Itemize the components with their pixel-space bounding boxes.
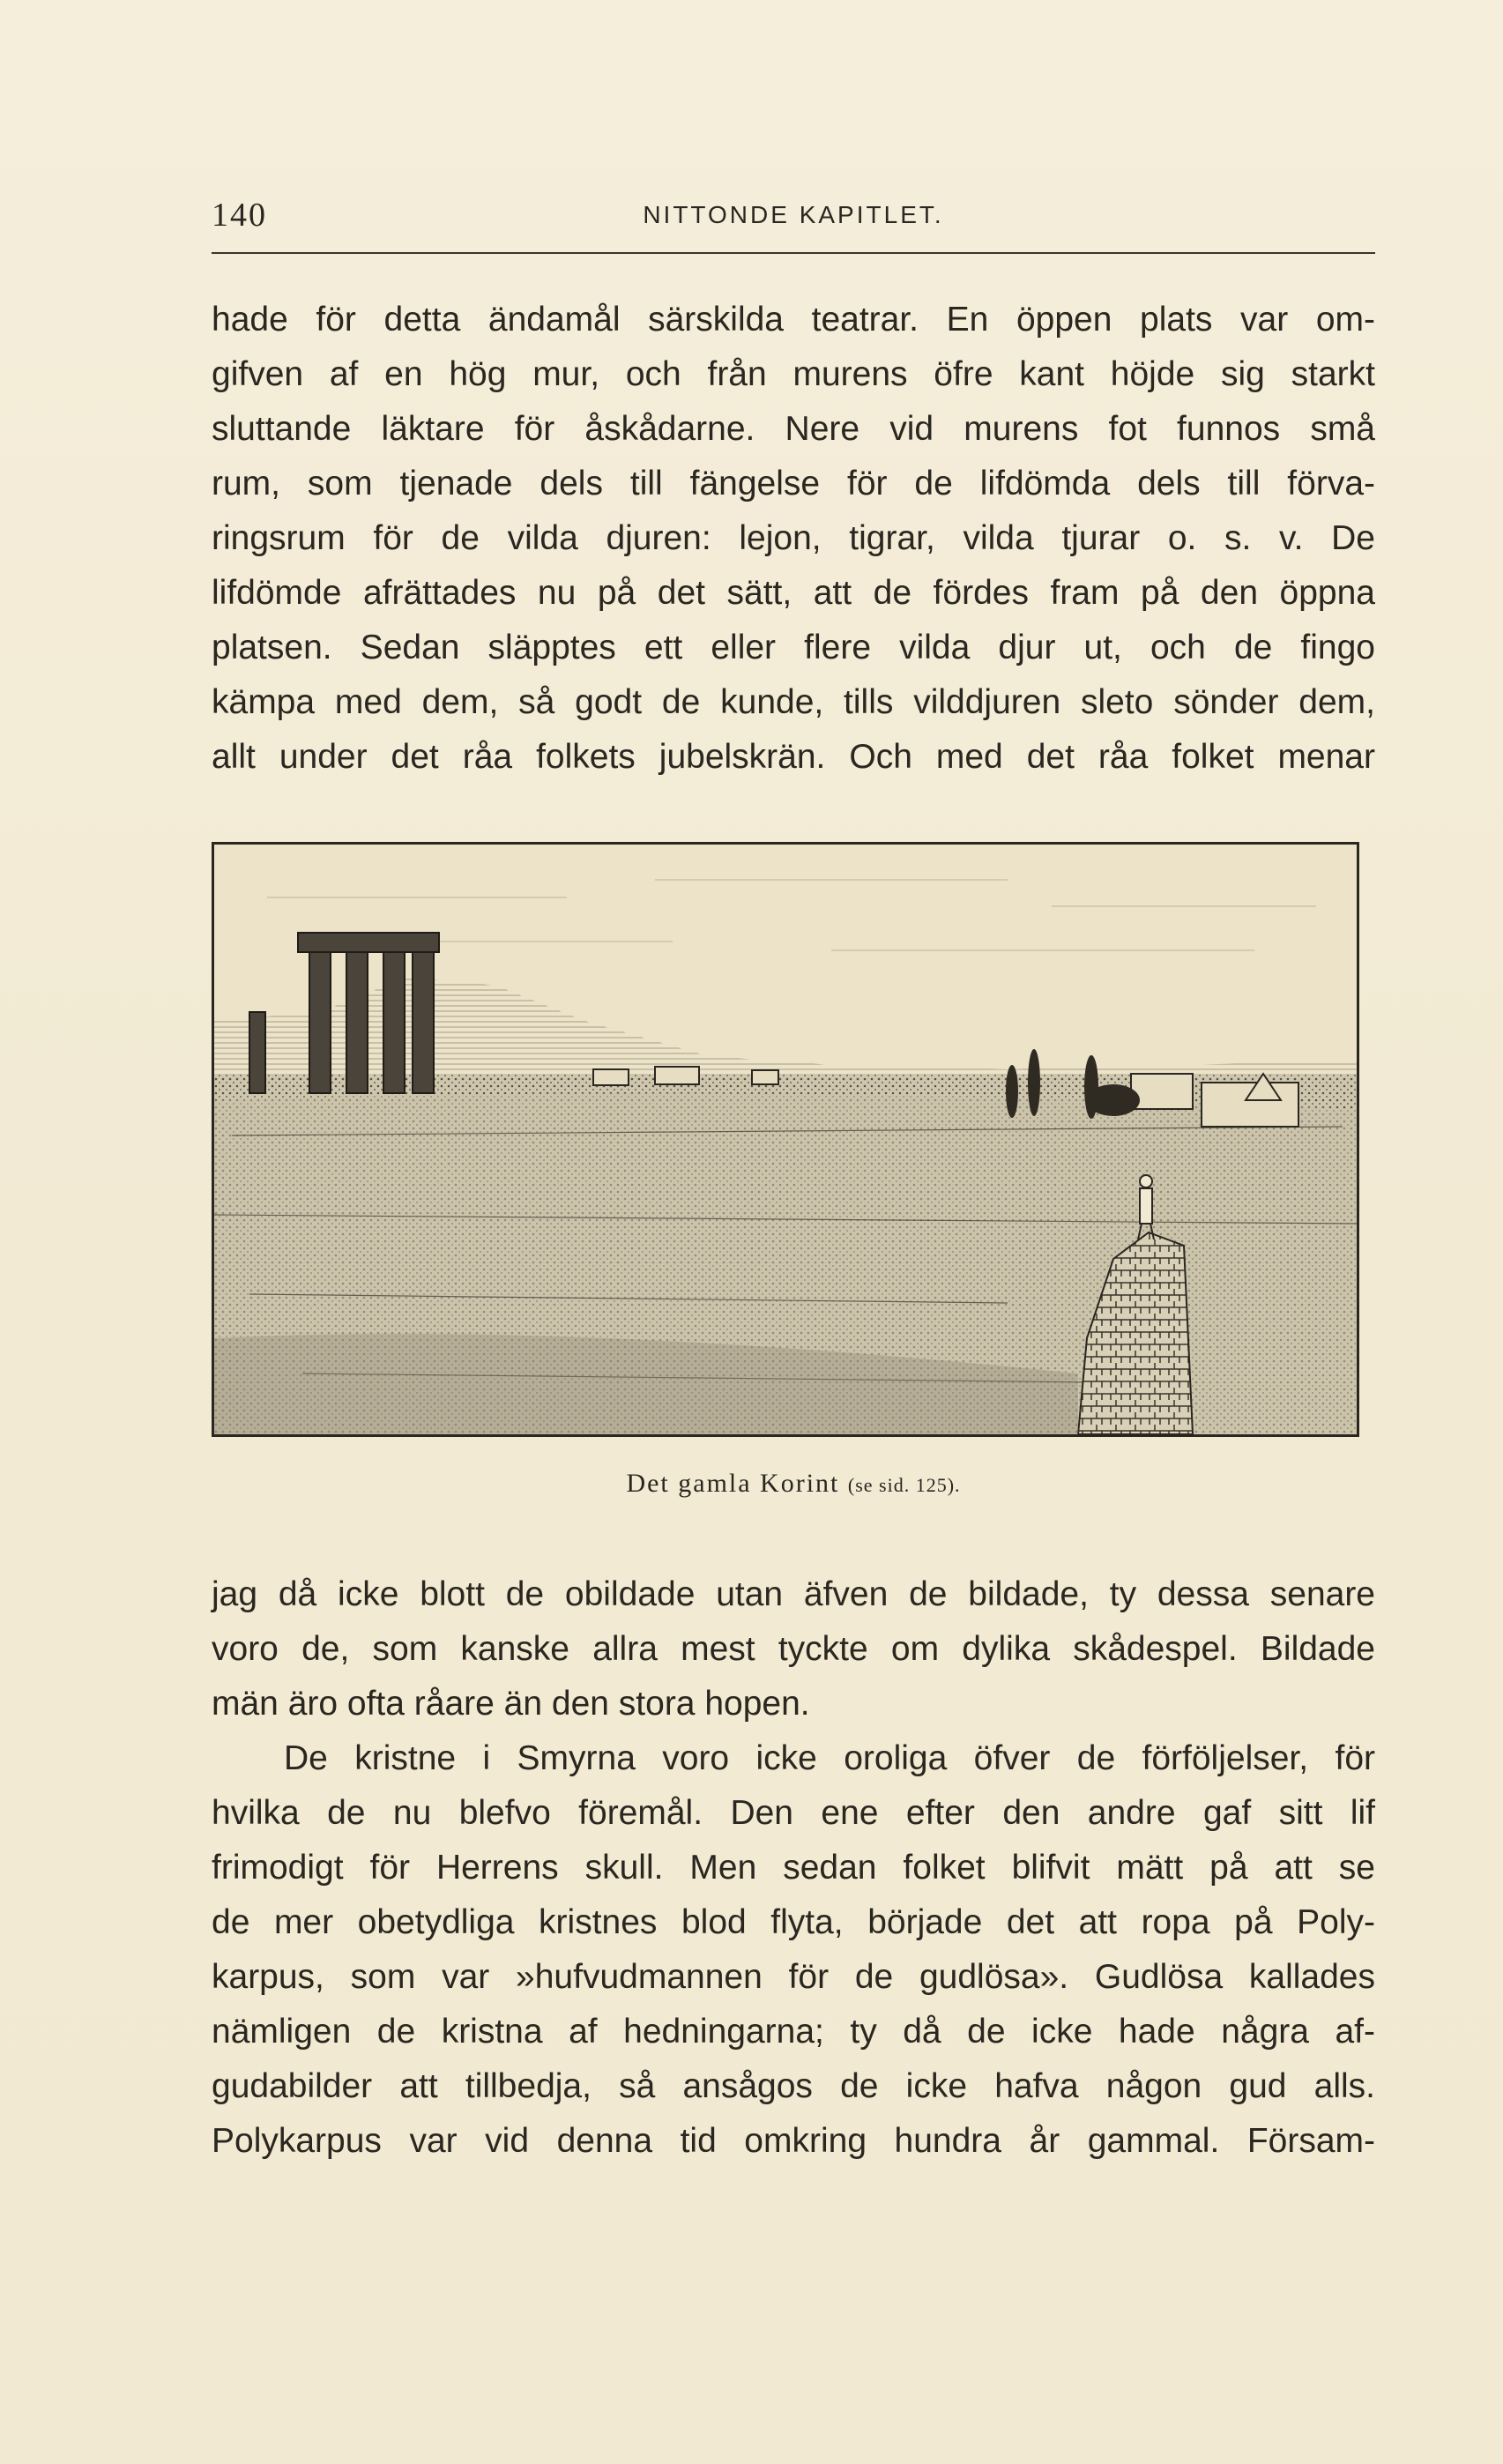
text-line: De kristne i Smyrna voro icke oroliga öfver de förföljelser, för: [284, 1739, 1375, 1777]
header-rule: [212, 252, 1375, 254]
text-line: gudabilder att tillbedja, så ansågos de icke hafva någon gud alls.: [212, 2067, 1375, 2105]
text-line: ringsrum för de vilda djuren: lejon, tigrar, vilda tjurar o. s. v. De: [212, 519, 1375, 557]
text-line: rum, som tjenade dels till fängelse för de lifdömda dels till förva-: [212, 465, 1375, 502]
text-line: Polykarpus var vid denna tid omkring hundra år gammal. Försam-: [212, 2122, 1375, 2160]
text-line: allt under det råa folkets jubelskrän. Och med det råa folket menar: [212, 738, 1375, 776]
paragraph-2-3: [212, 1567, 1375, 2202]
text-line: nämligen de kristna af hedningarna; ty då de icke hade några af-: [212, 2013, 1375, 2051]
figure-caption: [212, 1469, 1375, 1499]
text-line: voro de, som kanske allra mest tyckte om dylika skådespel. Bildade: [212, 1630, 1375, 1668]
paragraph-1: [212, 293, 1375, 804]
text-line: de mer obetydliga kristnes blod flyta, började det att ropa på Poly-: [212, 1903, 1375, 1941]
text-line: jag då icke blott de obildade utan äfven de bildade, ty dessa senare: [212, 1575, 1375, 1613]
text-line: hvilka de nu blefvo föremål. Den ene efter den andre gaf sitt lif: [212, 1794, 1375, 1832]
text-line: platsen. Sedan släpptes ett eller flere vilda djur ut, och de fingo: [212, 629, 1375, 666]
text-line: kämpa med dem, så godt de kunde, tills vilddjuren sleto sönder dem,: [212, 683, 1375, 721]
engraving-old-corinth: [212, 842, 1359, 1437]
text-line: karpus, som var »hufvudmannen för de gudlösa». Gudlösa kallades: [212, 1958, 1375, 1996]
text-line: frimodigt för Herrens skull. Men sedan folket blifvit mätt på att se: [212, 1849, 1375, 1887]
caption-title: Det gamla Korint: [626, 1469, 840, 1498]
caption-reference: (se sid. 125).: [847, 1474, 961, 1496]
text-line: hade för detta ändamål särskilda teatrar. En öppen plats var om-: [212, 301, 1375, 339]
text-line: lifdömde afrättades nu på det sätt, att de fördes fram på den öppna: [212, 574, 1375, 612]
page-number: 140: [212, 197, 267, 234]
text-line: gifven af en hög mur, och från murens öfre kant höjde sig starkt: [212, 355, 1375, 393]
text-line: män äro ofta råare än den stora hopen.: [212, 1685, 810, 1723]
page-header: [212, 196, 1375, 240]
running-head: NITTONDE KAPITLET.: [643, 201, 944, 228]
text-line: sluttande läktare för åskådarne. Nere vid murens fot funnos små: [212, 410, 1375, 448]
